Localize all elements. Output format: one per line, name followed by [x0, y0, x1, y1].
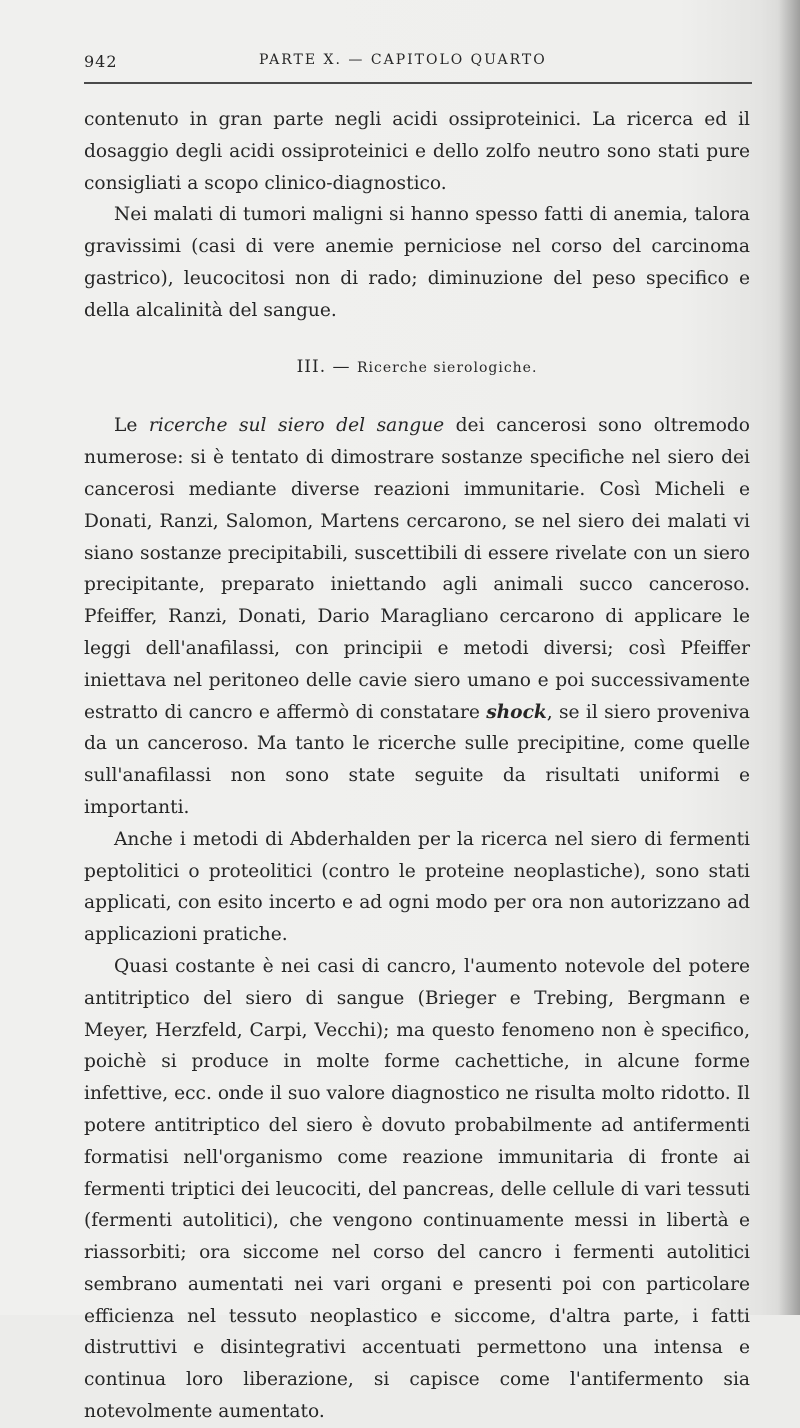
- page-edge-shadow: [778, 0, 800, 1315]
- header-rule: [84, 82, 752, 84]
- paragraph-serum-research-middle: dei cancerosi sono oltremodo numerose: si è tentato di dimostrare sostanze specifiche nel siero dei cancerosi mediante diverse reazioni immunitarie. Così Micheli e Donati, Ranzi, Salomon, Martens cercarono, se nel siero dei malati vi siano sostanze precipitabili, suscettibili di essere rivelate con un siero precipitante, preparato iniettando agli animali succo canceroso. Pfeiffer, Ranzi, Donati, Dario Maragliano cercarono di applicare le leggi dell'anafilassi, con principii e metodi diversi; così Pfeiffer iniettava nel peritoneo delle cavie siero umano e poi successivamente estratto di cancro e affermò di constatare: [84, 415, 750, 723]
- paragraph-anemia: Nei malati di tumori maligni si hanno spesso fatti di anemia, talora gravissimi (casi di vere anemie perniciose nel corso del carcinoma gastrico), leucocitosi non di rado; diminuzione del peso specifico e della alcalinità del sangue.: [84, 204, 750, 321]
- paragraph-abderhalden: Anche i metodi di Abderhalden per la ricerca nel siero di fermenti peptolitici o proteolitici (contro le proteine neoplastiche), sono stati applicati, con esito incerto e ad ogni modo per ora non autorizzano ad applicazioni pratiche.: [84, 828, 750, 946]
- paragraph-serum-research-start: Le: [114, 415, 149, 437]
- paragraph-antitryptic: Quasi costante è nei casi di cancro, l'aumento notevole del potere antitriptico del siero di sangue (Brieger e Trebing, Bergmann e Meyer, Herzfeld, Carpi, Vecchi); ma questo fenomeno non è specifico, poichè si produce in molte forme cachettiche, in alcune forme infettive, ecc. onde il suo valore diagnostico ne risulta molto ridotto. Il potere antitriptico del siero è dovuto probabilmente ad antifermenti formatisi nell'organismo come reazione immunitaria di fronte ai fermenti triptici dei leucociti, del pancreas, delle cellule di vari tessuti (fermenti autolitici), che vengono continuamente messi in libertà e riassorbiti; ora siccome nel corso del cancro i fermenti autolitici sembrano aumentati nei vari organi e presenti poi con particolare efficienza nel tessuto neoplastico e siccome, d'altra parte, i fatti distruttivi e disintegrativi accentuati permettono una intensa e continua loro liberazione, si capisce come l'antifermento sia notevolmente aumentato.: [84, 955, 750, 1423]
- section-numeral: III. —: [296, 356, 351, 377]
- section-title: Ricerche sierologiche.: [356, 359, 538, 376]
- body-text: [84, 104, 750, 1428]
- italic-phrase: ricerche sul siero del sangue: [148, 415, 445, 437]
- section-heading: [84, 352, 750, 385]
- running-head: [84, 52, 724, 76]
- paragraph-continued: contenuto in gran parte negli acidi ossiproteinici. La ricerca ed il dosaggio degli acidi ossiproteinici e dello zolfo neutro sono stati pure consigliati a scopo clinico-diagnostico.: [84, 109, 750, 194]
- bold-italic-word: shock: [486, 701, 547, 723]
- paragraph-serum-research-end: , se il siero proveniva da un canceroso. Ma tanto le ricerche sulle precipitine, come quelle sull'anafilassi non sono state seguite da risultati uniformi e importanti.: [84, 701, 750, 818]
- page-number: 942: [84, 52, 118, 71]
- running-head-title: PARTE X. — CAPITOLO QUARTO: [259, 52, 547, 68]
- paragraph-serum-research: [84, 410, 750, 823]
